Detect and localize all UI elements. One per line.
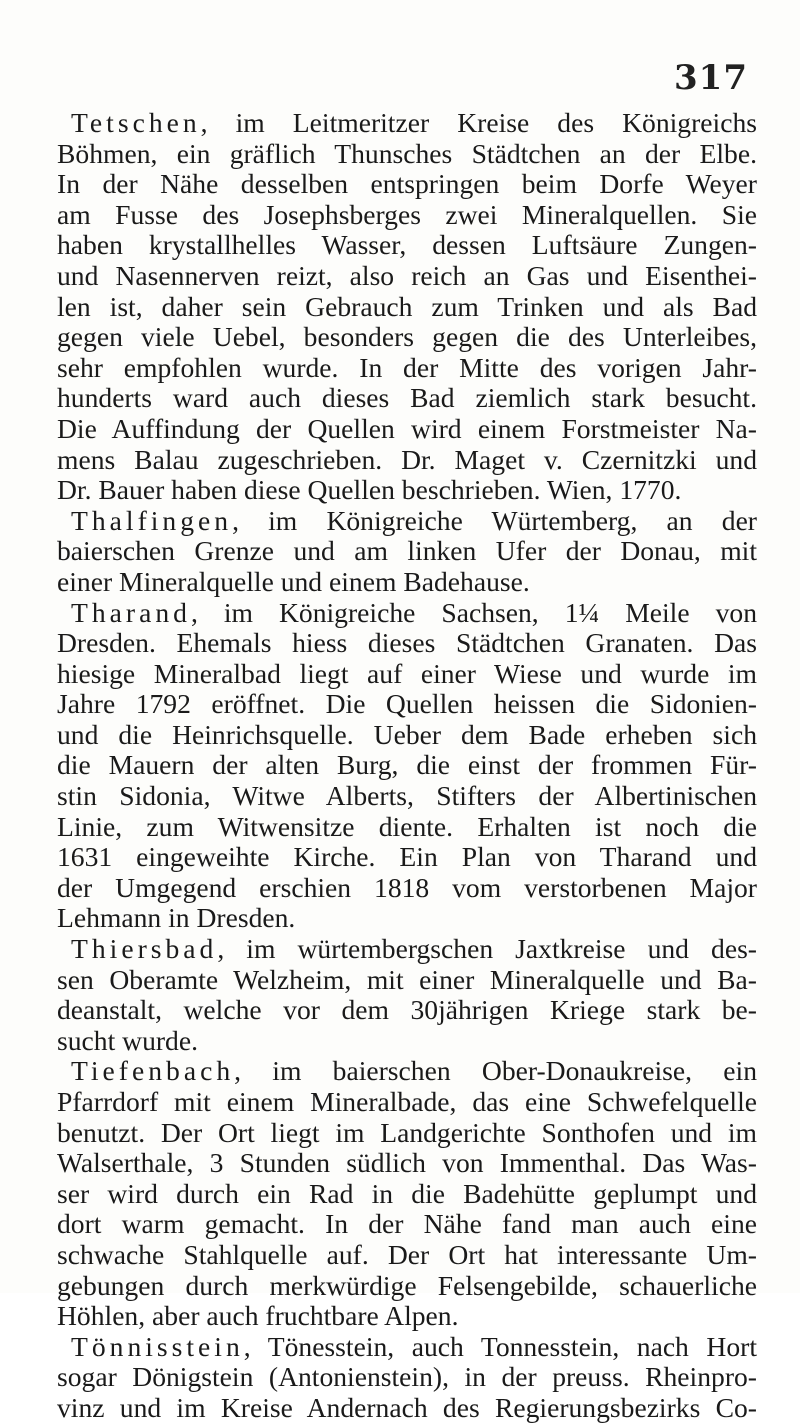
text-line: sen Oberamte Welzheim, mit einer Mineralquelle und Ba-: [57, 963, 757, 995]
text-line: gebungen durch merkwürdige Felsengebilde, schauerliche: [57, 1269, 757, 1301]
entry-heading-text: , im Leitmeritzer Kreise des Königreichs: [200, 107, 757, 138]
entry-heading-line: [57, 934, 757, 965]
text-line: Dr. Bauer haben diese Quellen beschrieben. Wien, 1770.: [57, 474, 682, 506]
text-line: sucht wurde.: [57, 1024, 199, 1056]
text-line: Die Auffindung der Quellen wird einem Forstmeister Na-: [57, 412, 757, 444]
entry-heading-text: , im Königreiche Würtemberg, an der: [232, 504, 757, 536]
text-line: Pfarrdorf mit einem Mineralbade, das eine Schwefelquelle: [57, 1086, 757, 1117]
entry-heading-text: , im würtembergschen Jaxtkreise und des-: [217, 933, 757, 965]
entry-keyword: Tiefenbach: [71, 1055, 235, 1087]
entry-keyword: Thalfingen: [71, 504, 233, 536]
entry-heading-line: [57, 1332, 757, 1363]
entry-heading-text: , im Königreiche Sachsen, 1¼ Meile von: [190, 596, 757, 628]
text-line: schwache Stahlquelle auf. Der Ort hat interessante Um-: [57, 1238, 757, 1270]
entry-heading-text: , im baierschen Ober-Donaukreise, ein: [234, 1055, 757, 1087]
text-line: der Umgegend erschien 1818 vom verstorbenen Major: [57, 871, 757, 903]
entry-heading-line: [57, 598, 757, 629]
entry-heading-line: [57, 108, 757, 139]
text-line: sogar Dönigstein (Antonienstein), in der preuss. Rheinpro-: [57, 1361, 757, 1393]
text-line: deanstalt, welche vor dem 30jährigen Kriege stark be-: [57, 994, 757, 1026]
text-line: Walserthale, 3 Stunden südlich von Immenthal. Das Was-: [57, 1147, 757, 1179]
text-line: am Fusse des Josephsberges zwei Mineralquellen. Sie: [57, 198, 757, 230]
text-line: baierschen Grenze und am linken Ufer der Donau, mit: [57, 535, 757, 567]
entry-keyword: Tharand: [71, 596, 191, 628]
page-number: 317: [674, 58, 748, 98]
text-line: len ist, daher sein Gebrauch zum Trinken und als Bad: [57, 290, 757, 322]
text-line: vinz und im Kreise Andernach des Regierungsbezirks Co-: [57, 1391, 757, 1423]
text-line: einer Mineralquelle und einem Badehause.: [57, 565, 530, 597]
entry-heading-line: [57, 1056, 757, 1087]
text-line: Lehmann in Dresden.: [57, 902, 296, 934]
text-line: Jahre 1792 eröffnet. Die Quellen heissen die Sidonien-: [57, 688, 757, 720]
body-text: [57, 108, 757, 1424]
text-line: Böhmen, ein gräflich Thunsches Städtchen an der Elbe.: [57, 137, 757, 169]
text-line: und die Heinrichsquelle. Ueber dem Bade erheben sich: [57, 718, 757, 750]
text-line: 1631 eingeweihte Kirche. Ein Plan von Tharand und: [57, 841, 757, 873]
entry-keyword: Tönnisstein: [71, 1330, 244, 1362]
text-line: Höhlen, aber auch fruchtbare Alpen.: [57, 1300, 459, 1332]
text-line: sehr empfohlen wurde. In der Mitte des vorigen Jahr-: [57, 351, 757, 383]
text-line: haben krystallhelles Wasser, dessen Luftsäure Zungen-: [57, 229, 757, 261]
text-line: In der Nähe desselben entspringen beim Dorfe Weyer: [57, 168, 757, 200]
text-line: hiesige Mineralbad liegt auf einer Wiese und wurde im: [57, 657, 757, 689]
text-line: mens Balau zugeschrieben. Dr. Maget v. Czernitzki und: [57, 443, 757, 475]
entry-heading-line: [57, 506, 757, 537]
text-line: Dresden. Ehemals hiess dieses Städtchen Granaten. Das: [57, 627, 757, 659]
text-line: ser wird durch ein Rad in die Badehütte geplumpt und: [57, 1177, 757, 1209]
text-line: dort warm gemacht. In der Nähe fand man auch eine: [57, 1208, 757, 1240]
text-line: Linie, zum Witwensitze diente. Erhalten ist noch die: [57, 810, 757, 842]
text-line: gegen viele Uebel, besonders gegen die des Unterleibes,: [57, 321, 757, 353]
text-line: hunderts ward auch dieses Bad ziemlich stark besucht.: [57, 382, 757, 414]
text-line: benutzt. Der Ort liegt im Landgerichte Sonthofen und im: [57, 1116, 757, 1148]
text-line: die Mauern der alten Burg, die einst der frommen Für-: [57, 749, 757, 781]
entry-keyword: Thiersbad: [71, 933, 218, 965]
text-line: stin Sidonia, Witwe Alberts, Stifters der Albertinischen: [57, 780, 757, 812]
entry-heading-text: , Tönesstein, auch Tonnesstein, nach Hort: [243, 1330, 757, 1362]
entry-keyword: Tetschen: [71, 107, 201, 138]
text-line: und Nasennerven reizt, also reich an Gas und Eisenthei-: [57, 259, 757, 291]
